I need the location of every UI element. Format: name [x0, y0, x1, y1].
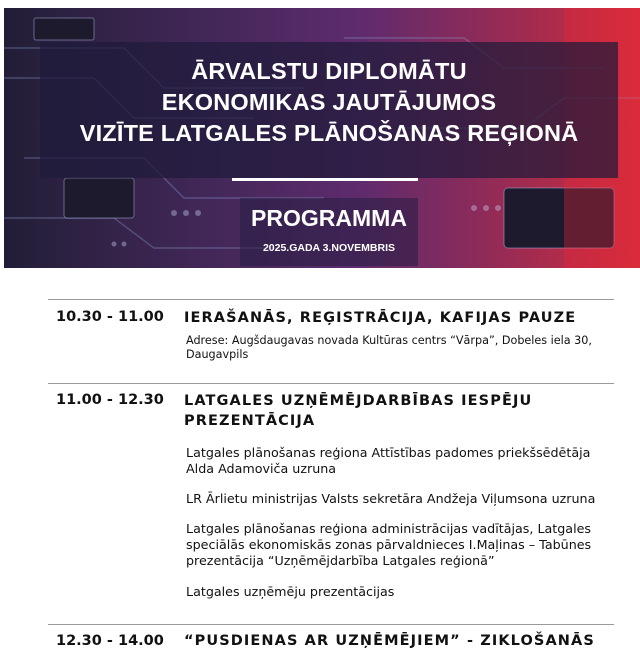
event-date: 2025.GADA 3.NOVEMBRIS — [262, 242, 396, 254]
item-title: “PUSDIENAS AR UZŅĒMĒJIEM” - ZIKLOŠANĀS — [184, 633, 595, 649]
item-divider — [48, 299, 614, 300]
item-title: IERAŠANĀS, REĢISTRĀCIJA, KAFIJAS PAUZE — [184, 310, 577, 326]
item-address: Adrese: Augšdaugavas novada Kultūras centrs “Vārpa”, Dobeles iela 30, Daugavpils — [186, 334, 592, 361]
speaker-item: LR Ārlietu ministrijas Valsts sekretāra Andžeja Viļumsona uzruna — [186, 491, 596, 506]
hero-banner — [4, 8, 640, 268]
event-title — [40, 56, 618, 149]
item-time: 12.30 - 14.00 — [56, 633, 164, 649]
event-title-line-3: VIZĪTE LATGALES PLĀNOŠANAS REĢIONĀ — [79, 120, 579, 146]
item-divider — [48, 624, 614, 625]
speaker-item: Latgales plānošanas reģiona Attīstības padomes priekšsēdētāja Alda Adamoviča uzruna — [186, 445, 591, 476]
item-time: 11.00 - 12.30 — [56, 392, 164, 408]
speaker-item: Latgales uzņēmēju prezentācijas — [186, 584, 395, 599]
title-divider — [232, 178, 418, 181]
program-label: PROGRAMMA — [251, 205, 407, 231]
item-title: LATGALES UZŅĒMĒJDARBĪBAS IESPĒJU PREZENTĀCIJA — [184, 393, 533, 429]
event-title-line-1: ĀRVALSTU DIPLOMĀTU — [191, 58, 467, 84]
item-divider — [48, 383, 614, 384]
event-title-line-2: EKONOMIKAS JAUTĀJUMOS — [161, 89, 497, 115]
item-time: 10.30 - 11.00 — [56, 309, 164, 325]
speaker-item: Latgales plānošanas reģiona administrācijas vadītājas, Latgales speciālās ekonomiskās zonas pārvaldnieces I.Maļinas – Tabūnes prezentācija “Uzņēmējdarbība Latgales reģionā” — [186, 521, 592, 568]
